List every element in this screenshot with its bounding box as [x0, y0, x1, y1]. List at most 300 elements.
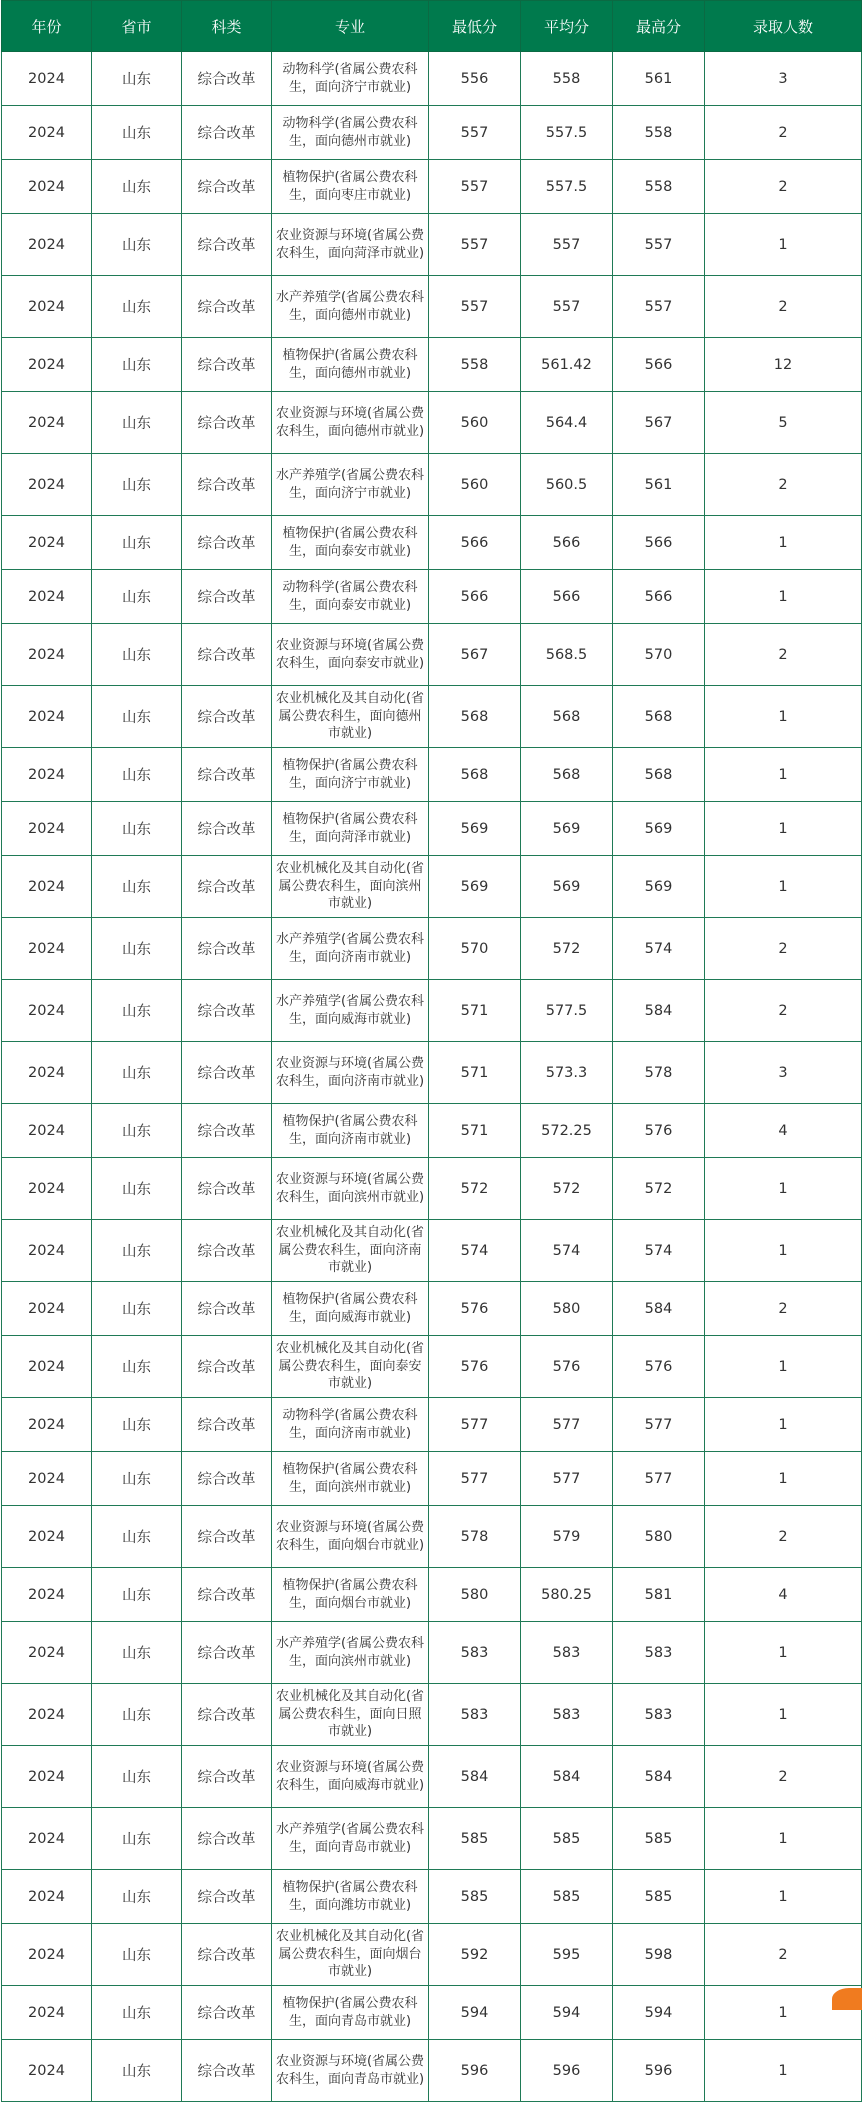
cell-province: 山东 — [92, 1986, 182, 2040]
cell-min-score: 571 — [429, 1104, 521, 1158]
cell-category: 综合改革 — [182, 338, 272, 392]
cell-min-score: 557 — [429, 160, 521, 214]
cell-category: 综合改革 — [182, 214, 272, 276]
cell-year: 2024 — [2, 1684, 92, 1746]
cell-admitted-count: 1 — [705, 1452, 862, 1506]
cell-avg-score: 596 — [521, 2040, 613, 2102]
cell-min-score: 584 — [429, 1746, 521, 1808]
cell-max-score: 567 — [613, 392, 705, 454]
cell-category: 综合改革 — [182, 1158, 272, 1220]
cell-category: 综合改革 — [182, 392, 272, 454]
cell-min-score: 556 — [429, 52, 521, 106]
cell-avg-score: 566 — [521, 570, 613, 624]
table-row — [2, 1104, 862, 1158]
cell-major: 农业资源与环境(省属公费农科生，面向威海市就业) — [272, 1746, 429, 1808]
cell-min-score: 558 — [429, 338, 521, 392]
table-row — [2, 748, 862, 802]
cell-province: 山东 — [92, 1042, 182, 1104]
cell-major: 农业机械化及其自动化(省属公费农科生，面向日照市就业) — [272, 1684, 429, 1746]
cell-year: 2024 — [2, 1568, 92, 1622]
table-row — [2, 918, 862, 980]
table-row — [2, 802, 862, 856]
cell-major: 水产养殖学(省属公费农科生，面向滨州市就业) — [272, 1622, 429, 1684]
cell-province: 山东 — [92, 1158, 182, 1220]
cell-major: 水产养殖学(省属公费农科生，面向德州市就业) — [272, 276, 429, 338]
table-row — [2, 1568, 862, 1622]
cell-max-score: 576 — [613, 1336, 705, 1398]
cell-admitted-count: 1 — [705, 1808, 862, 1870]
cell-min-score: 557 — [429, 106, 521, 160]
cell-major: 农业资源与环境(省属公费农科生，面向烟台市就业) — [272, 1506, 429, 1568]
cell-year: 2024 — [2, 1158, 92, 1220]
cell-admitted-count: 1 — [705, 1158, 862, 1220]
cell-category: 综合改革 — [182, 1986, 272, 2040]
cell-category: 综合改革 — [182, 856, 272, 918]
cell-year: 2024 — [2, 454, 92, 516]
cell-admitted-count: 1 — [705, 1220, 862, 1282]
cell-admitted-count: 1 — [705, 1336, 862, 1398]
cell-min-score: 574 — [429, 1220, 521, 1282]
cell-category: 综合改革 — [182, 276, 272, 338]
cell-province: 山东 — [92, 1870, 182, 1924]
cell-admitted-count: 1 — [705, 2040, 862, 2102]
cell-province: 山东 — [92, 1336, 182, 1398]
table-row — [2, 624, 862, 686]
cell-admitted-count: 2 — [705, 1282, 862, 1336]
cell-max-score: 578 — [613, 1042, 705, 1104]
cell-category: 综合改革 — [182, 1042, 272, 1104]
header-max-score: 最高分 — [613, 1, 705, 52]
cell-min-score: 569 — [429, 802, 521, 856]
cell-min-score: 557 — [429, 276, 521, 338]
cell-major: 植物保护(省属公费农科生，面向青岛市就业) — [272, 1986, 429, 2040]
cell-admitted-count: 1 — [705, 570, 862, 624]
cell-max-score: 568 — [613, 686, 705, 748]
cell-admitted-count: 1 — [705, 802, 862, 856]
cell-category: 综合改革 — [182, 516, 272, 570]
cell-year: 2024 — [2, 918, 92, 980]
cell-max-score: 570 — [613, 624, 705, 686]
cell-min-score: 594 — [429, 1986, 521, 2040]
cell-major: 水产养殖学(省属公费农科生，面向济南市就业) — [272, 918, 429, 980]
cell-major: 水产养殖学(省属公费农科生，面向济宁市就业) — [272, 454, 429, 516]
corner-accent — [832, 1988, 862, 2010]
cell-min-score: 576 — [429, 1336, 521, 1398]
cell-province: 山东 — [92, 106, 182, 160]
cell-admitted-count: 5 — [705, 392, 862, 454]
cell-max-score: 568 — [613, 748, 705, 802]
cell-avg-score: 561.42 — [521, 338, 613, 392]
cell-major: 植物保护(省属公费农科生，面向德州市就业) — [272, 338, 429, 392]
cell-max-score: 569 — [613, 802, 705, 856]
cell-admitted-count: 2 — [705, 624, 862, 686]
cell-province: 山东 — [92, 1808, 182, 1870]
cell-admitted-count: 2 — [705, 454, 862, 516]
cell-major: 动物科学(省属公费农科生，面向德州市就业) — [272, 106, 429, 160]
cell-major: 动物科学(省属公费农科生，面向济南市就业) — [272, 1398, 429, 1452]
cell-min-score: 557 — [429, 214, 521, 276]
cell-province: 山东 — [92, 624, 182, 686]
cell-max-score: 577 — [613, 1452, 705, 1506]
cell-avg-score: 558 — [521, 52, 613, 106]
cell-max-score: 577 — [613, 1398, 705, 1452]
cell-admitted-count: 4 — [705, 1568, 862, 1622]
cell-major: 水产养殖学(省属公费农科生，面向威海市就业) — [272, 980, 429, 1042]
cell-province: 山东 — [92, 918, 182, 980]
cell-year: 2024 — [2, 1924, 92, 1986]
cell-major: 植物保护(省属公费农科生，面向威海市就业) — [272, 1282, 429, 1336]
cell-major: 农业机械化及其自动化(省属公费农科生，面向德州市就业) — [272, 686, 429, 748]
cell-category: 综合改革 — [182, 106, 272, 160]
cell-admitted-count: 2 — [705, 918, 862, 980]
table-row — [2, 980, 862, 1042]
cell-admitted-count: 1 — [705, 1986, 862, 2040]
cell-admitted-count: 2 — [705, 980, 862, 1042]
cell-province: 山东 — [92, 1452, 182, 1506]
table-row — [2, 1622, 862, 1684]
cell-province: 山东 — [92, 1746, 182, 1808]
cell-max-score: 574 — [613, 1220, 705, 1282]
cell-min-score: 577 — [429, 1452, 521, 1506]
cell-max-score: 585 — [613, 1808, 705, 1870]
cell-max-score: 583 — [613, 1622, 705, 1684]
cell-min-score: 578 — [429, 1506, 521, 1568]
cell-province: 山东 — [92, 276, 182, 338]
cell-major: 农业资源与环境(省属公费农科生，面向济南市就业) — [272, 1042, 429, 1104]
cell-avg-score: 564.4 — [521, 392, 613, 454]
cell-year: 2024 — [2, 1986, 92, 2040]
cell-min-score: 583 — [429, 1684, 521, 1746]
cell-max-score: 566 — [613, 516, 705, 570]
cell-avg-score: 557.5 — [521, 106, 613, 160]
cell-major: 农业机械化及其自动化(省属公费农科生，面向泰安市就业) — [272, 1336, 429, 1398]
cell-major: 水产养殖学(省属公费农科生，面向青岛市就业) — [272, 1808, 429, 1870]
cell-year: 2024 — [2, 106, 92, 160]
table-row — [2, 1506, 862, 1568]
header-province: 省市 — [92, 1, 182, 52]
cell-avg-score: 585 — [521, 1870, 613, 1924]
cell-year: 2024 — [2, 1746, 92, 1808]
cell-year: 2024 — [2, 1622, 92, 1684]
cell-year: 2024 — [2, 160, 92, 214]
table-row — [2, 1220, 862, 1282]
table-row — [2, 2040, 862, 2102]
cell-category: 综合改革 — [182, 1684, 272, 1746]
cell-major: 农业资源与环境(省属公费农科生，面向青岛市就业) — [272, 2040, 429, 2102]
cell-avg-score: 577 — [521, 1452, 613, 1506]
cell-province: 山东 — [92, 1220, 182, 1282]
cell-province: 山东 — [92, 980, 182, 1042]
cell-province: 山东 — [92, 1568, 182, 1622]
cell-min-score: 572 — [429, 1158, 521, 1220]
cell-min-score: 560 — [429, 454, 521, 516]
cell-avg-score: 572 — [521, 918, 613, 980]
table-row — [2, 856, 862, 918]
cell-province: 山东 — [92, 1506, 182, 1568]
table-row — [2, 214, 862, 276]
cell-province: 山东 — [92, 1924, 182, 1986]
cell-year: 2024 — [2, 1398, 92, 1452]
cell-max-score: 584 — [613, 1746, 705, 1808]
cell-avg-score: 557.5 — [521, 160, 613, 214]
cell-max-score: 574 — [613, 918, 705, 980]
cell-category: 综合改革 — [182, 1746, 272, 1808]
cell-admitted-count: 1 — [705, 1398, 862, 1452]
cell-max-score: 561 — [613, 52, 705, 106]
cell-max-score: 576 — [613, 1104, 705, 1158]
cell-admitted-count: 1 — [705, 516, 862, 570]
cell-major: 农业机械化及其自动化(省属公费农科生，面向济南市就业) — [272, 1220, 429, 1282]
cell-major: 植物保护(省属公费农科生，面向泰安市就业) — [272, 516, 429, 570]
table-row — [2, 1158, 862, 1220]
cell-province: 山东 — [92, 338, 182, 392]
header-min-score: 最低分 — [429, 1, 521, 52]
table-header — [2, 1, 862, 52]
cell-avg-score: 577.5 — [521, 980, 613, 1042]
cell-min-score: 577 — [429, 1398, 521, 1452]
cell-year: 2024 — [2, 52, 92, 106]
cell-province: 山东 — [92, 516, 182, 570]
cell-province: 山东 — [92, 856, 182, 918]
cell-major: 植物保护(省属公费农科生，面向菏泽市就业) — [272, 802, 429, 856]
table-row — [2, 338, 862, 392]
cell-avg-score: 572 — [521, 1158, 613, 1220]
cell-category: 综合改革 — [182, 1568, 272, 1622]
cell-avg-score: 580.25 — [521, 1568, 613, 1622]
cell-avg-score: 568 — [521, 748, 613, 802]
cell-avg-score: 569 — [521, 856, 613, 918]
cell-min-score: 568 — [429, 748, 521, 802]
cell-category: 综合改革 — [182, 802, 272, 856]
cell-avg-score: 560.5 — [521, 454, 613, 516]
cell-min-score: 569 — [429, 856, 521, 918]
cell-year: 2024 — [2, 1808, 92, 1870]
table-row — [2, 1336, 862, 1398]
cell-avg-score: 576 — [521, 1336, 613, 1398]
cell-admitted-count: 4 — [705, 1104, 862, 1158]
table-row — [2, 516, 862, 570]
cell-major: 植物保护(省属公费农科生，面向滨州市就业) — [272, 1452, 429, 1506]
table-row — [2, 1808, 862, 1870]
cell-year: 2024 — [2, 1282, 92, 1336]
cell-year: 2024 — [2, 1336, 92, 1398]
cell-province: 山东 — [92, 748, 182, 802]
cell-category: 综合改革 — [182, 1506, 272, 1568]
table-row — [2, 160, 862, 214]
cell-min-score: 566 — [429, 516, 521, 570]
cell-major: 植物保护(省属公费农科生，面向济南市就业) — [272, 1104, 429, 1158]
table-row — [2, 1684, 862, 1746]
table-row — [2, 106, 862, 160]
header-year: 年份 — [2, 1, 92, 52]
cell-major: 植物保护(省属公费农科生，面向枣庄市就业) — [272, 160, 429, 214]
cell-max-score: 566 — [613, 338, 705, 392]
cell-major: 农业资源与环境(省属公费农科生，面向泰安市就业) — [272, 624, 429, 686]
cell-min-score: 592 — [429, 1924, 521, 1986]
cell-category: 综合改革 — [182, 1452, 272, 1506]
cell-province: 山东 — [92, 392, 182, 454]
cell-year: 2024 — [2, 392, 92, 454]
admission-scores-table — [1, 0, 862, 2102]
cell-avg-score: 577 — [521, 1398, 613, 1452]
table-row — [2, 1452, 862, 1506]
cell-admitted-count: 1 — [705, 1684, 862, 1746]
cell-max-score: 583 — [613, 1684, 705, 1746]
cell-admitted-count: 1 — [705, 1622, 862, 1684]
cell-year: 2024 — [2, 1870, 92, 1924]
cell-year: 2024 — [2, 516, 92, 570]
cell-category: 综合改革 — [182, 1398, 272, 1452]
cell-avg-score: 557 — [521, 276, 613, 338]
cell-min-score: 596 — [429, 2040, 521, 2102]
cell-max-score: 598 — [613, 1924, 705, 1986]
cell-max-score: 572 — [613, 1158, 705, 1220]
cell-province: 山东 — [92, 1282, 182, 1336]
cell-min-score: 560 — [429, 392, 521, 454]
cell-year: 2024 — [2, 1506, 92, 1568]
header-admitted-count: 录取人数 — [705, 1, 862, 52]
cell-year: 2024 — [2, 2040, 92, 2102]
cell-max-score: 561 — [613, 454, 705, 516]
cell-major: 农业资源与环境(省属公费农科生，面向德州市就业) — [272, 392, 429, 454]
cell-avg-score: 569 — [521, 802, 613, 856]
cell-major: 动物科学(省属公费农科生，面向泰安市就业) — [272, 570, 429, 624]
cell-year: 2024 — [2, 1220, 92, 1282]
cell-admitted-count: 12 — [705, 338, 862, 392]
cell-avg-score: 583 — [521, 1622, 613, 1684]
cell-min-score: 580 — [429, 1568, 521, 1622]
cell-year: 2024 — [2, 980, 92, 1042]
cell-major: 农业机械化及其自动化(省属公费农科生，面向烟台市就业) — [272, 1924, 429, 1986]
table-row — [2, 686, 862, 748]
table-row — [2, 1986, 862, 2040]
cell-province: 山东 — [92, 570, 182, 624]
cell-province: 山东 — [92, 214, 182, 276]
cell-category: 综合改革 — [182, 686, 272, 748]
cell-admitted-count: 1 — [705, 1870, 862, 1924]
cell-admitted-count: 2 — [705, 1746, 862, 1808]
cell-max-score: 585 — [613, 1870, 705, 1924]
cell-admitted-count: 2 — [705, 1924, 862, 1986]
cell-category: 综合改革 — [182, 1104, 272, 1158]
cell-max-score: 569 — [613, 856, 705, 918]
cell-avg-score: 566 — [521, 516, 613, 570]
cell-category: 综合改革 — [182, 1336, 272, 1398]
cell-year: 2024 — [2, 686, 92, 748]
cell-category: 综合改革 — [182, 1808, 272, 1870]
header-row — [2, 1, 862, 52]
cell-max-score: 581 — [613, 1568, 705, 1622]
table-body — [2, 52, 862, 2102]
cell-year: 2024 — [2, 214, 92, 276]
cell-category: 综合改革 — [182, 52, 272, 106]
cell-admitted-count: 2 — [705, 160, 862, 214]
cell-max-score: 584 — [613, 980, 705, 1042]
cell-max-score: 557 — [613, 214, 705, 276]
cell-min-score: 576 — [429, 1282, 521, 1336]
cell-major: 植物保护(省属公费农科生，面向烟台市就业) — [272, 1568, 429, 1622]
cell-category: 综合改革 — [182, 2040, 272, 2102]
cell-avg-score: 583 — [521, 1684, 613, 1746]
cell-year: 2024 — [2, 570, 92, 624]
cell-min-score: 585 — [429, 1808, 521, 1870]
cell-min-score: 585 — [429, 1870, 521, 1924]
cell-year: 2024 — [2, 1042, 92, 1104]
cell-year: 2024 — [2, 338, 92, 392]
cell-province: 山东 — [92, 52, 182, 106]
cell-avg-score: 572.25 — [521, 1104, 613, 1158]
cell-category: 综合改革 — [182, 1924, 272, 1986]
cell-year: 2024 — [2, 748, 92, 802]
cell-max-score: 566 — [613, 570, 705, 624]
cell-avg-score: 585 — [521, 1808, 613, 1870]
cell-admitted-count: 1 — [705, 748, 862, 802]
cell-min-score: 583 — [429, 1622, 521, 1684]
table-row — [2, 1398, 862, 1452]
cell-min-score: 567 — [429, 624, 521, 686]
cell-max-score: 584 — [613, 1282, 705, 1336]
header-category: 科类 — [182, 1, 272, 52]
cell-min-score: 571 — [429, 1042, 521, 1104]
cell-year: 2024 — [2, 856, 92, 918]
cell-min-score: 570 — [429, 918, 521, 980]
cell-province: 山东 — [92, 1398, 182, 1452]
cell-category: 综合改革 — [182, 1870, 272, 1924]
cell-category: 综合改革 — [182, 918, 272, 980]
cell-max-score: 594 — [613, 1986, 705, 2040]
cell-category: 综合改革 — [182, 748, 272, 802]
table-row — [2, 1282, 862, 1336]
cell-min-score: 571 — [429, 980, 521, 1042]
cell-major: 农业资源与环境(省属公费农科生，面向菏泽市就业) — [272, 214, 429, 276]
cell-admitted-count: 2 — [705, 106, 862, 160]
cell-category: 综合改革 — [182, 160, 272, 214]
table-row — [2, 276, 862, 338]
cell-year: 2024 — [2, 276, 92, 338]
cell-category: 综合改革 — [182, 1220, 272, 1282]
cell-province: 山东 — [92, 802, 182, 856]
cell-province: 山东 — [92, 1622, 182, 1684]
cell-avg-score: 573.3 — [521, 1042, 613, 1104]
table-row — [2, 392, 862, 454]
cell-avg-score: 568 — [521, 686, 613, 748]
cell-major: 植物保护(省属公费农科生，面向济宁市就业) — [272, 748, 429, 802]
cell-avg-score: 594 — [521, 1986, 613, 2040]
cell-category: 综合改革 — [182, 624, 272, 686]
cell-avg-score: 557 — [521, 214, 613, 276]
cell-category: 综合改革 — [182, 1282, 272, 1336]
table-row — [2, 1042, 862, 1104]
table-row — [2, 52, 862, 106]
cell-max-score: 580 — [613, 1506, 705, 1568]
cell-year: 2024 — [2, 802, 92, 856]
header-avg-score: 平均分 — [521, 1, 613, 52]
cell-min-score: 566 — [429, 570, 521, 624]
cell-category: 综合改革 — [182, 454, 272, 516]
cell-year: 2024 — [2, 624, 92, 686]
cell-admitted-count: 1 — [705, 686, 862, 748]
cell-province: 山东 — [92, 454, 182, 516]
cell-admitted-count: 3 — [705, 52, 862, 106]
cell-major: 植物保护(省属公费农科生，面向潍坊市就业) — [272, 1870, 429, 1924]
table-row — [2, 570, 862, 624]
cell-max-score: 558 — [613, 160, 705, 214]
cell-category: 综合改革 — [182, 1622, 272, 1684]
cell-admitted-count: 2 — [705, 1506, 862, 1568]
cell-max-score: 596 — [613, 2040, 705, 2102]
table-row — [2, 1870, 862, 1924]
cell-major: 农业机械化及其自动化(省属公费农科生，面向滨州市就业) — [272, 856, 429, 918]
